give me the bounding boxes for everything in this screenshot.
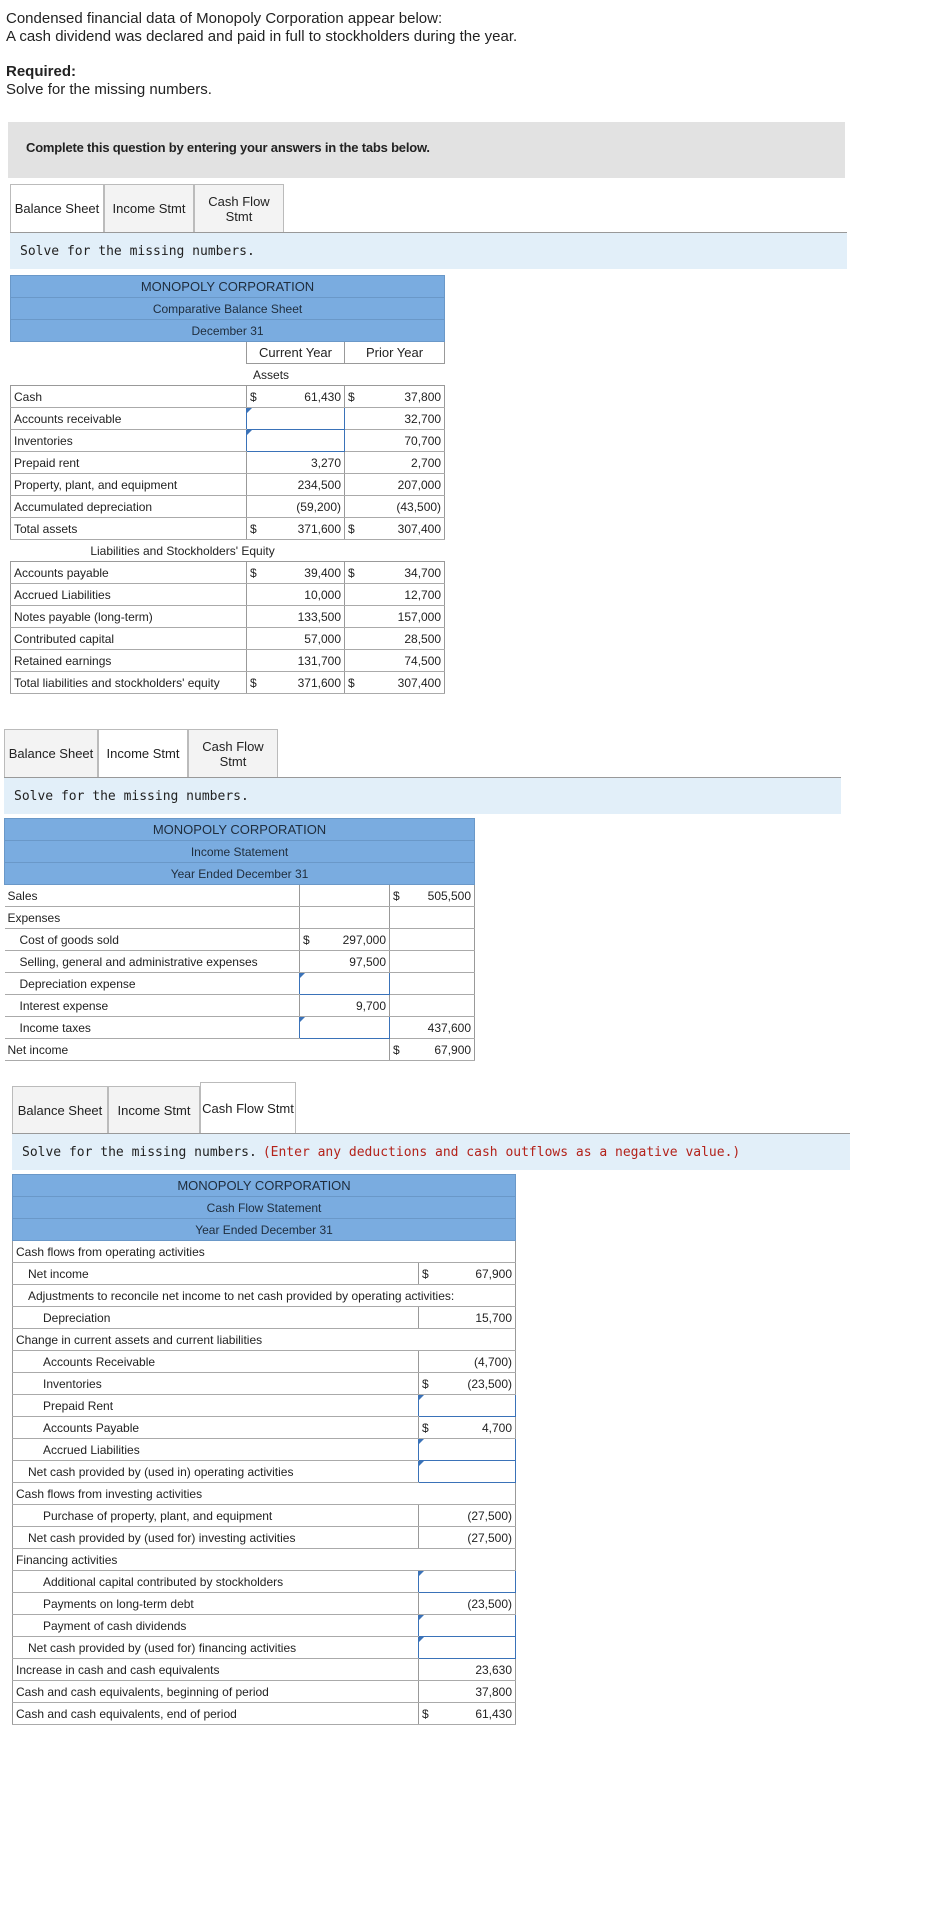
cf-ar-label: Accounts Receivable — [13, 1351, 419, 1373]
row-label-prepaid: Prepaid rent — [11, 452, 247, 474]
net-inv-value: (27,500) — [419, 1527, 516, 1549]
cogs-value: 297,000 — [318, 929, 390, 951]
dollar-sign: $ — [419, 1373, 437, 1395]
required-section — [6, 63, 212, 99]
net-op-input[interactable] — [419, 1461, 516, 1483]
bs-company: MONOPOLY CORPORATION — [11, 276, 445, 298]
cogs-label: Cost of goods sold — [5, 929, 300, 951]
is-date: Year Ended December 31 — [5, 863, 475, 885]
question-intro — [6, 10, 517, 46]
balance-sheet-table — [10, 275, 445, 694]
solve-text: Solve for the missing numbers. — [14, 788, 249, 804]
instruction-text: Complete this question by entering your answers in the tabs below. — [26, 140, 430, 155]
cf-ltd-value: (23,500) — [419, 1593, 516, 1615]
cf-prepaid-label: Prepaid Rent — [13, 1395, 419, 1417]
cf-date: Year Ended December 31 — [13, 1219, 516, 1241]
accrued-prior: 12,700 — [345, 584, 445, 606]
solve-text: Solve for the missing numbers. — [22, 1144, 257, 1160]
retained-prior: 74,500 — [345, 650, 445, 672]
increase-label: Increase in cash and cash equivalents — [13, 1659, 419, 1681]
cf-dep-label: Depreciation — [13, 1307, 419, 1329]
dollar-sign: $ — [345, 672, 363, 694]
tab-bar-cashflow — [12, 1082, 296, 1134]
total-assets-prior: 307,400 — [363, 518, 445, 540]
solve-bar-cashflow — [12, 1134, 850, 1170]
row-label-notes: Notes payable (long-term) — [11, 606, 247, 628]
row-label-inventories: Inventories — [11, 430, 247, 452]
col-current-year: Current Year — [247, 342, 345, 364]
dollar-sign: $ — [419, 1263, 437, 1285]
tab-income-stmt[interactable]: Income Stmt — [104, 184, 194, 232]
instruction-banner — [8, 122, 845, 178]
dollar-sign: $ — [419, 1703, 437, 1725]
cash-current: 61,430 — [265, 386, 345, 408]
notes-prior: 157,000 — [345, 606, 445, 628]
tab-balance-sheet[interactable]: Balance Sheet — [12, 1086, 108, 1134]
row-label-retained: Retained earnings — [11, 650, 247, 672]
total-le-prior: 307,400 — [363, 672, 445, 694]
cf-net-income-label: Net income — [13, 1263, 419, 1285]
cf-div-label: Payment of cash dividends — [13, 1615, 419, 1637]
adj-label: Adjustments to reconcile net income to net cash provided by operating activities: — [13, 1285, 516, 1307]
taxes-label: Income taxes — [5, 1017, 300, 1039]
ap-prior: 34,700 — [363, 562, 445, 584]
dollar-sign: $ — [390, 1039, 408, 1061]
net-income-label: Net income — [5, 1039, 300, 1061]
net-income-value: 67,900 — [408, 1039, 475, 1061]
prepaid-current: 3,270 — [247, 452, 345, 474]
cf-accrued-label: Accrued Liabilities — [13, 1439, 419, 1461]
contributed-current: 57,000 — [247, 628, 345, 650]
cf-capital-label: Additional capital contributed by stockholders — [13, 1571, 419, 1593]
net-fin-input[interactable] — [419, 1637, 516, 1659]
cash-flow-table — [12, 1174, 516, 1725]
inventories-prior: 70,700 — [345, 430, 445, 452]
total-le-current: 371,600 — [265, 672, 345, 694]
row-label-contributed: Contributed capital — [11, 628, 247, 650]
tab-balance-sheet[interactable]: Balance Sheet — [10, 184, 104, 232]
net-fin-label: Net cash provided by (used for) financing activities — [13, 1637, 419, 1659]
tab-income-stmt[interactable]: Income Stmt — [98, 729, 188, 777]
dollar-sign: $ — [300, 929, 318, 951]
fin-header: Financing activities — [13, 1549, 516, 1571]
inv-header: Cash flows from investing activities — [13, 1483, 516, 1505]
dollar-sign: $ — [345, 386, 363, 408]
accum-dep-prior: (43,500) — [345, 496, 445, 518]
row-label-ppe: Property, plant, and equipment — [11, 474, 247, 496]
begin-value: 37,800 — [419, 1681, 516, 1703]
op-header: Cash flows from operating activities — [13, 1241, 516, 1263]
cf-ppe-label: Purchase of property, plant, and equipment — [13, 1505, 419, 1527]
dollar-sign: $ — [247, 562, 265, 584]
tab-cash-flow-stmt[interactable]: Cash Flow Stmt — [194, 184, 284, 232]
cf-company: MONOPOLY CORPORATION — [13, 1175, 516, 1197]
assets-header: Assets — [11, 364, 445, 386]
row-label-accum-dep: Accumulated depreciation — [11, 496, 247, 518]
dollar-sign: $ — [390, 885, 408, 907]
net-inv-label: Net cash provided by (used for) investing activities — [13, 1527, 419, 1549]
begin-label: Cash and cash equivalents, beginning of period — [13, 1681, 419, 1703]
tab-bar-income — [4, 729, 278, 777]
row-label-accrued: Accrued Liabilities — [11, 584, 247, 606]
taxes-input[interactable] — [300, 1017, 390, 1039]
ppe-current: 234,500 — [247, 474, 345, 496]
required-label: Required: — [6, 63, 77, 80]
accum-dep-current: (59,200) — [247, 496, 345, 518]
dollar-sign: $ — [345, 562, 363, 584]
sales-label: Sales — [5, 885, 300, 907]
cf-ppe-value: (27,500) — [419, 1505, 516, 1527]
net-op-label: Net cash provided by (used in) operating activities — [13, 1461, 419, 1483]
end-label: Cash and cash equivalents, end of period — [13, 1703, 419, 1725]
cf-capital-input[interactable] — [419, 1571, 516, 1593]
is-title: Income Statement — [5, 841, 475, 863]
accrued-current: 10,000 — [247, 584, 345, 606]
ppe-prior: 207,000 — [345, 474, 445, 496]
tab-balance-sheet[interactable]: Balance Sheet — [4, 729, 98, 777]
sga-label: Selling, general and administrative expenses — [5, 951, 300, 973]
cf-dep-value: 15,700 — [419, 1307, 516, 1329]
cf-inv-label: Inventories — [13, 1373, 419, 1395]
dep-expense-input[interactable] — [300, 973, 390, 995]
total-expenses: 437,600 — [390, 1017, 475, 1039]
row-label-total-assets: Total assets — [11, 518, 247, 540]
expenses-label: Expenses — [5, 907, 300, 929]
solve-note: (Enter any deductions and cash outflows as a negative value.) — [262, 1144, 741, 1160]
tab-income-stmt[interactable]: Income Stmt — [108, 1086, 200, 1134]
solve-text: Solve for the missing numbers. — [20, 243, 255, 259]
tab-cash-flow-stmt[interactable]: Cash Flow Stmt — [200, 1082, 296, 1134]
col-prior-year: Prior Year — [345, 342, 445, 364]
tab-cash-flow-stmt[interactable]: Cash Flow Stmt — [188, 729, 278, 777]
tab-bar-balance — [10, 184, 284, 232]
dollar-sign: $ — [247, 672, 265, 694]
row-label-total-le: Total liabilities and stockholders' equity — [11, 672, 247, 694]
cf-accrued-input[interactable] — [419, 1439, 516, 1461]
row-label-cash: Cash — [11, 386, 247, 408]
cf-div-input[interactable] — [419, 1615, 516, 1637]
dollar-sign: $ — [247, 386, 265, 408]
cash-prior: 37,800 — [363, 386, 445, 408]
solve-bar-balance — [10, 233, 847, 269]
cf-inv-value: (23,500) — [437, 1373, 516, 1395]
row-label-ap: Accounts payable — [11, 562, 247, 584]
dollar-sign: $ — [419, 1417, 437, 1439]
sga-value: 97,500 — [300, 951, 390, 973]
intro-line-2: A cash dividend was declared and paid in full to stockholders during the year. — [6, 28, 518, 45]
bs-date: December 31 — [11, 320, 445, 342]
required-text: Solve for the missing numbers. — [6, 81, 212, 98]
intro-line-1: Condensed financial data of Monopoly Corporation appear below: — [6, 10, 443, 27]
bs-title: Comparative Balance Sheet — [11, 298, 445, 320]
sales-value: 505,500 — [408, 885, 475, 907]
change-label: Change in current assets and current liabilities — [13, 1329, 516, 1351]
notes-current: 133,500 — [247, 606, 345, 628]
ar-current-input[interactable] — [247, 408, 345, 430]
interest-value: 9,700 — [300, 995, 390, 1017]
ap-current: 39,400 — [265, 562, 345, 584]
retained-current: 131,700 — [247, 650, 345, 672]
prepaid-prior: 2,700 — [345, 452, 445, 474]
cf-ap-value: 4,700 — [437, 1417, 516, 1439]
liabilities-header: Liabilities and Stockholders' Equity — [11, 540, 445, 562]
cf-ltd-label: Payments on long-term debt — [13, 1593, 419, 1615]
row-label-ar: Accounts receivable — [11, 408, 247, 430]
solve-bar-income — [4, 778, 841, 814]
cf-prepaid-input[interactable] — [419, 1395, 516, 1417]
dollar-sign: $ — [345, 518, 363, 540]
total-assets-current: 371,600 — [265, 518, 345, 540]
inventories-current-input[interactable] — [247, 430, 345, 452]
increase-value: 23,630 — [419, 1659, 516, 1681]
dep-expense-label: Depreciation expense — [5, 973, 300, 995]
cf-net-income-value: 67,900 — [437, 1263, 516, 1285]
end-value: 61,430 — [437, 1703, 516, 1725]
cf-ap-label: Accounts Payable — [13, 1417, 419, 1439]
contributed-prior: 28,500 — [345, 628, 445, 650]
ar-prior: 32,700 — [345, 408, 445, 430]
dollar-sign: $ — [247, 518, 265, 540]
cf-title: Cash Flow Statement — [13, 1197, 516, 1219]
is-company: MONOPOLY CORPORATION — [5, 819, 475, 841]
income-statement-table — [4, 818, 475, 1061]
cf-ar-value: (4,700) — [419, 1351, 516, 1373]
interest-label: Interest expense — [5, 995, 300, 1017]
